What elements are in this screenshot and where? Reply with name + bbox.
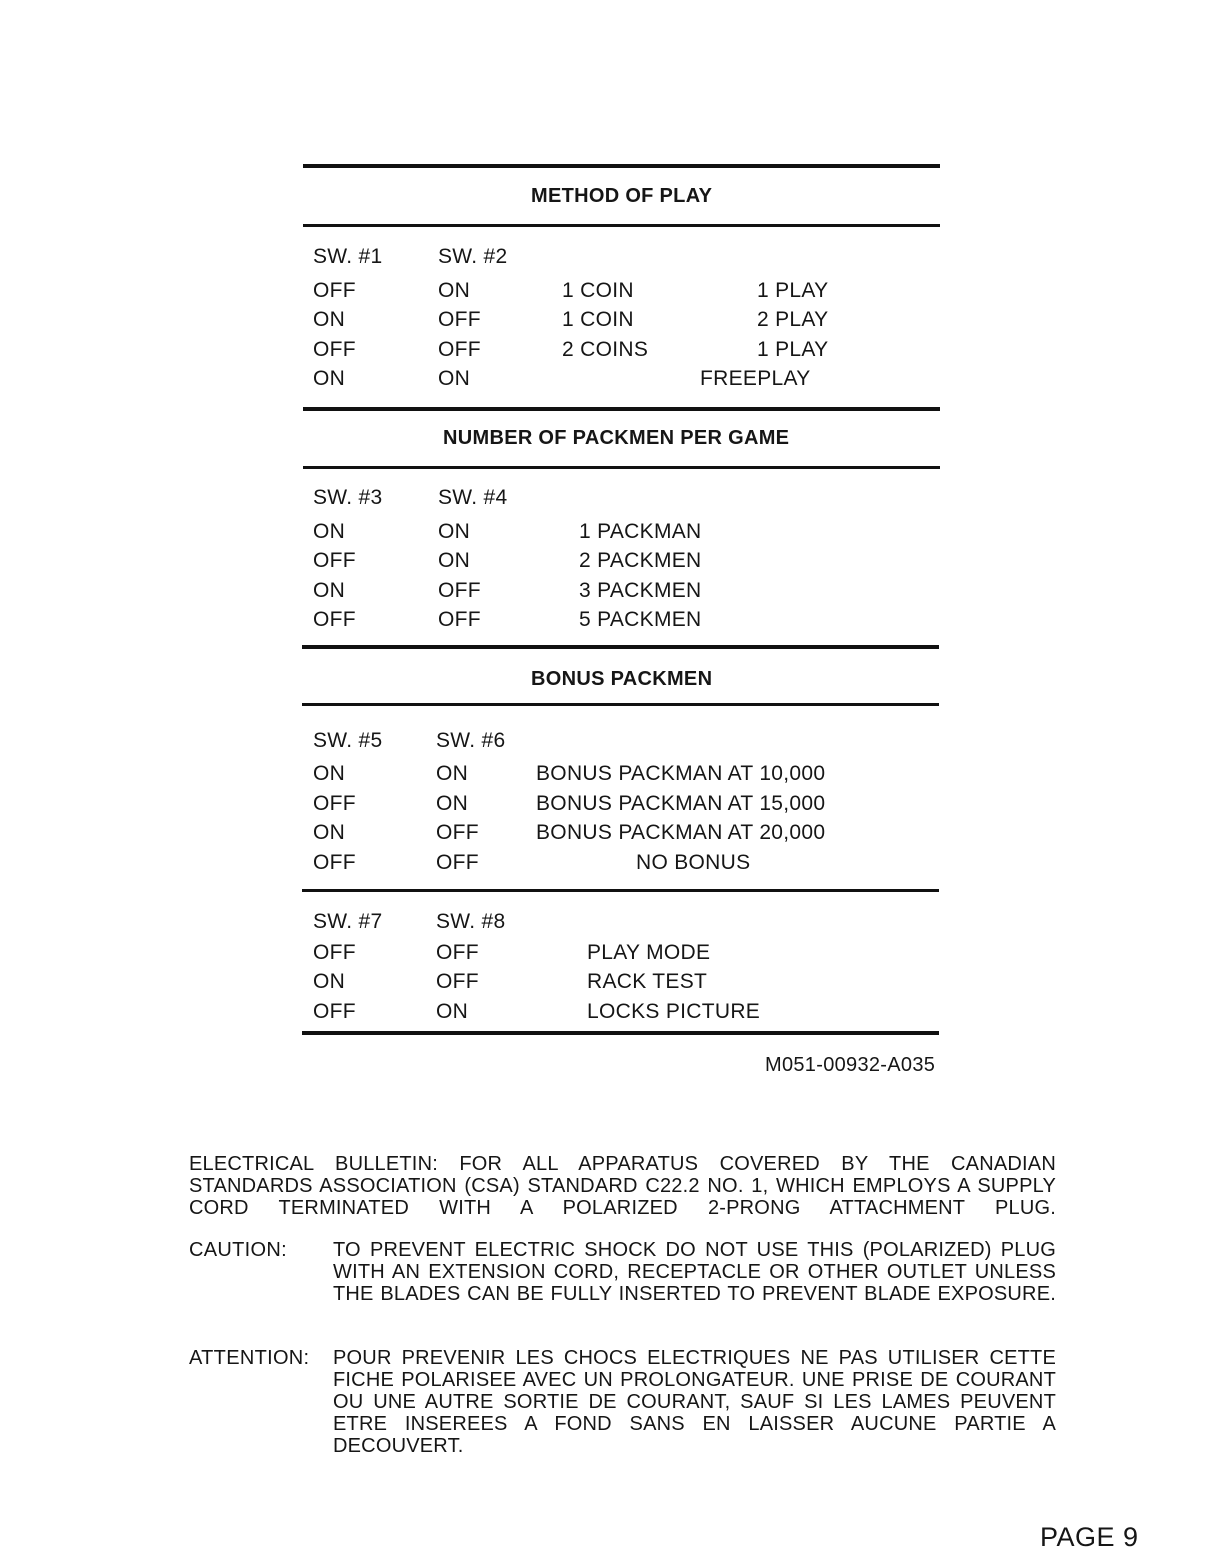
method-row-4-sw2: ON [438, 367, 471, 390]
test-row-2-result: RACK TEST [587, 970, 708, 993]
method-row-3-coin: 2 COINS [562, 338, 649, 361]
test-top-rule [302, 889, 939, 892]
top-rule [303, 164, 940, 168]
packmen-row-3-sw4: OFF [438, 579, 481, 602]
packmen-row-1-sw3: ON [313, 520, 346, 543]
bonus-row-4-sw6: OFF [436, 851, 479, 874]
page-number: PAGE 9 [1040, 1522, 1139, 1552]
attention-label: ATTENTION: [189, 1347, 310, 1369]
packmen-row-4-sw3: OFF [313, 608, 356, 631]
bonus-sw-header-2: SW. #6 [436, 729, 506, 752]
test-sw-header-1: SW. #7 [313, 910, 383, 933]
method-sw-header-1: SW. #1 [313, 245, 383, 268]
test-row-3-result: LOCKS PICTURE [587, 1000, 761, 1023]
packmen-sw-header-2: SW. #4 [438, 486, 508, 509]
method-row-2-play: 2 PLAY [757, 308, 829, 331]
method-row-2-sw1: ON [313, 308, 346, 331]
test-row-1-sw8: OFF [436, 941, 479, 964]
method-row-1-coin: 1 COIN [562, 279, 634, 302]
bonus-row-1-result: BONUS PACKMAN AT 10,000 [536, 762, 826, 785]
method-row-1-sw1: OFF [313, 279, 356, 302]
packmen-row-1-result: 1 PACKMAN [579, 520, 702, 543]
bonus-row-1-sw6: ON [436, 762, 469, 785]
bonus-row-3-result: BONUS PACKMAN AT 20,000 [536, 821, 826, 844]
method-row-2-coin: 1 COIN [562, 308, 634, 331]
test-row-3-sw8: ON [436, 1000, 469, 1023]
bonus-row-4-sw5: OFF [313, 851, 356, 874]
packmen-row-3-sw3: ON [313, 579, 346, 602]
method-row-1-play: 1 PLAY [757, 279, 829, 302]
bonus-sw-header-1: SW. #5 [313, 729, 383, 752]
caution-text: TO PREVENT ELECTRIC SHOCK DO NOT USE THIS (POLARIZED) PLUG WITH AN EXTENSION CORD, RECEPTACLE OR OTHER OUTLET UNLESS THE BLADES CAN BE FULLY INSERTED TO PREVENT BLADE EXPOSURE. [333, 1239, 1056, 1305]
method-row-3-play: 1 PLAY [757, 338, 829, 361]
packmen-header-rule [303, 466, 940, 469]
bonus-row-3-sw6: OFF [436, 821, 479, 844]
method-sw-header-2: SW. #2 [438, 245, 508, 268]
bonus-row-2-result: BONUS PACKMAN AT 15,000 [536, 792, 826, 815]
bonus-row-1-sw5: ON [313, 762, 346, 785]
method-row-4-freeplay: FREEPLAY [700, 367, 811, 390]
packmen-row-3-result: 3 PACKMEN [579, 579, 702, 602]
electrical-bulletin: ELECTRICAL BULLETIN: FOR ALL APPARATUS COVERED BY THE CANADIAN STANDARDS ASSOCIATION (CSA) STANDARD C22.2 NO. 1, WHICH EMPLOYS A SUPPLY CORD TERMINATED WITH A POLARIZED 2-PRONG ATTACHMENT PLUG. [189, 1153, 1056, 1219]
bonus-packmen-title: BONUS PACKMEN [531, 668, 713, 690]
bonus-row-4-result: NO BONUS [636, 851, 751, 874]
method-row-1-sw2: ON [438, 279, 471, 302]
packmen-row-1-sw4: ON [438, 520, 471, 543]
caution-label: CAUTION: [189, 1239, 287, 1261]
bonus-header-rule [302, 703, 939, 706]
part-number: M051-00932-A035 [765, 1054, 936, 1076]
test-row-2-sw7: ON [313, 970, 346, 993]
method-header-rule [303, 224, 940, 227]
packmen-sw-header-1: SW. #3 [313, 486, 383, 509]
method-row-3-sw2: OFF [438, 338, 481, 361]
bonus-row-2-sw6: ON [436, 792, 469, 815]
test-row-2-sw8: OFF [436, 970, 479, 993]
test-row-1-result: PLAY MODE [587, 941, 711, 964]
test-row-1-sw7: OFF [313, 941, 356, 964]
method-row-2-sw2: OFF [438, 308, 481, 331]
bonus-row-3-sw5: ON [313, 821, 346, 844]
packmen-per-game-title: NUMBER OF PACKMEN PER GAME [443, 427, 790, 449]
method-of-play-title: METHOD OF PLAY [531, 185, 713, 207]
packmen-row-2-sw3: OFF [313, 549, 356, 572]
test-sw-header-2: SW. #8 [436, 910, 506, 933]
packmen-top-rule [303, 407, 940, 411]
bonus-top-rule [302, 645, 939, 649]
packmen-row-2-sw4: ON [438, 549, 471, 572]
bottom-rule [302, 1031, 939, 1035]
packmen-row-4-sw4: OFF [438, 608, 481, 631]
packmen-row-4-result: 5 PACKMEN [579, 608, 702, 631]
packmen-row-2-result: 2 PACKMEN [579, 549, 702, 572]
bonus-row-2-sw5: OFF [313, 792, 356, 815]
method-row-4-sw1: ON [313, 367, 346, 390]
test-row-3-sw7: OFF [313, 1000, 356, 1023]
attention-text: POUR PREVENIR LES CHOCS ELECTRIQUES NE PAS UTILISER CETTE FICHE POLARISEE AVEC UN PROLONGATEUR. UNE PRISE DE COURANT OU UNE AUTRE SORTIE DE COURANT, SAUF SI LES LAMES PEUVENT ETRE INSEREES A FOND SANS EN LAISSER AUCUNE PARTIE A DECOUVERT. [333, 1347, 1056, 1457]
method-row-3-sw1: OFF [313, 338, 356, 361]
